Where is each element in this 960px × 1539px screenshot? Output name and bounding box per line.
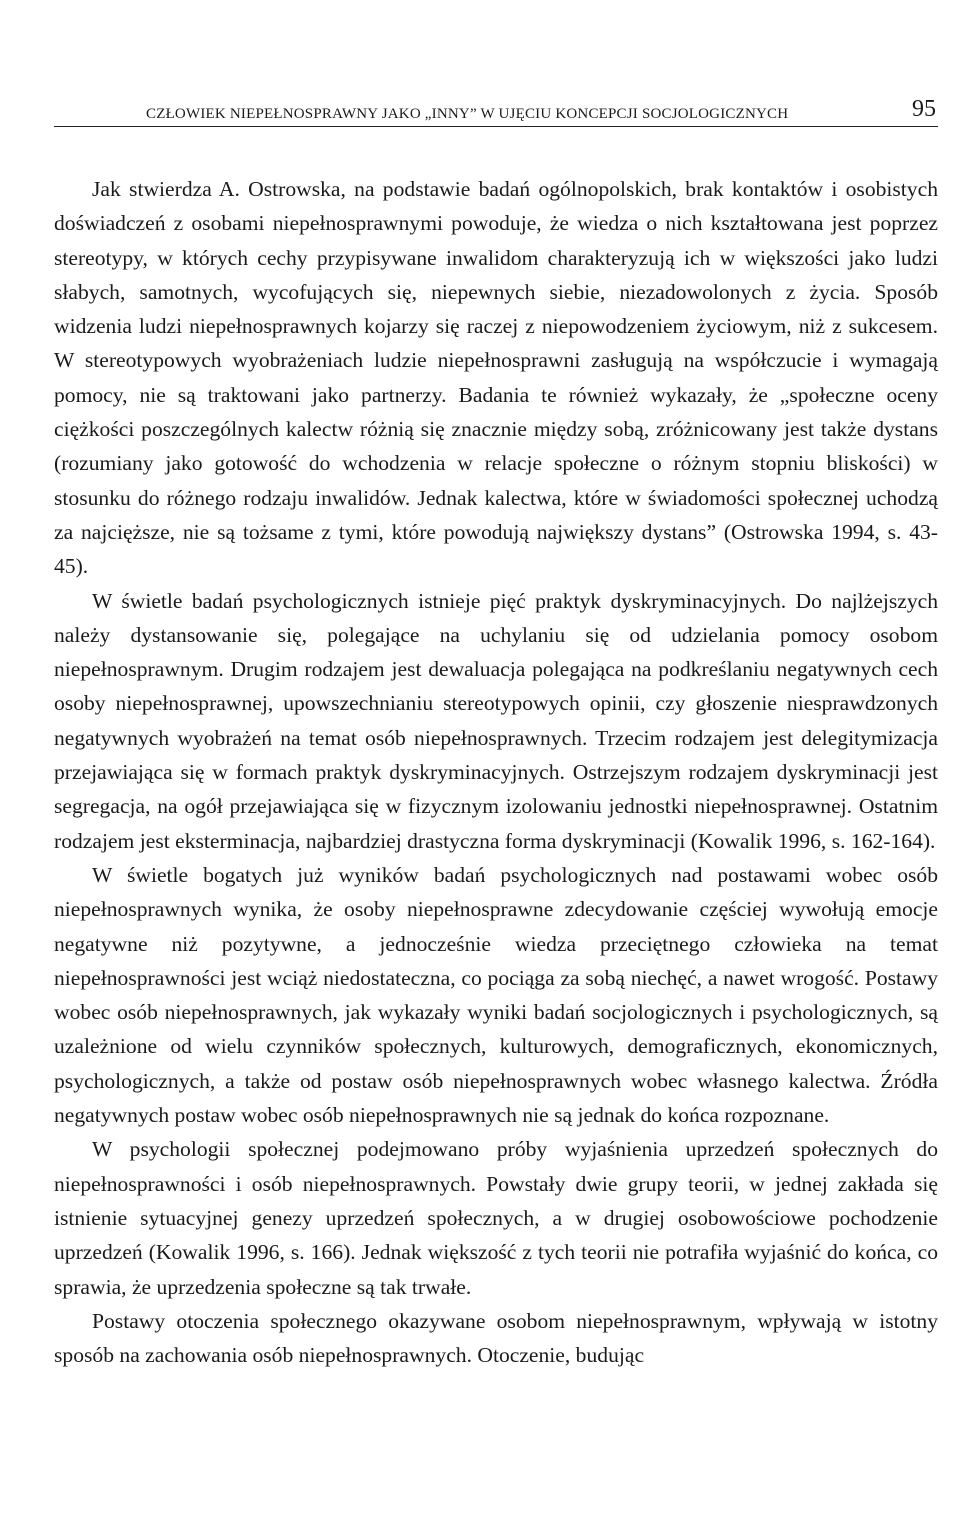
paragraph: Postawy otoczenia społecznego okazywane osobom niepełnosprawnym, wpływają w istotny sposób na zachowania osób niepełnosprawnych. Otoczenie, budując — [54, 1308, 938, 1368]
page-number: 95 — [912, 96, 936, 122]
running-header — [54, 96, 938, 127]
running-title: CZŁOWIEK NIEPEŁNOSPRAWNY JAKO „INNY” W UJĘCIU KONCEPCJI SOCJOLOGICZNYCH — [146, 106, 789, 122]
body-text — [54, 172, 938, 1372]
paragraph: Jak stwierdza A. Ostrowska, na podstawie badań ogólnopolskich, brak kontaktów i osobistych doświadczeń z osobami niepełnosprawnymi powoduje, że wiedza o nich kształtowana jest poprzez stereotypy, w których cechy przypisywane inwalidom charakteryzują ich w większości jako ludzi słabych, samotnych, wycofujących się, niepewnych siebie, niezadowolonych z życia. Sposób widzenia ludzi niepełnosprawnych kojarzy się raczej z niepowodzeniem życiowym, niż z sukcesem. W stereotypowych wyobrażeniach ludzie niepełnosprawni zasługują na współczucie i wymagają pomocy, nie są traktowani jako partnerzy. Badania te również wykazały, że „społeczne oceny ciężkości poszczególnych kalectw różnią się znacznie między sobą, zróżnicowany jest także dystans (rozumiany jako gotowość do wchodzenia w relacje społeczne o różnym stopniu bliskości) w stosunku do różnego rodzaju inwalidów. Jednak kalectwa, które w świadomości społecznej uchodzą za najcięższe, nie są tożsame z tymi, które powodują największy dystans” (Ostrowska 1994, s. 43-45). — [54, 177, 938, 579]
paragraph: W świetle bogatych już wyników badań psychologicznych nad postawami wobec osób niepełnosprawnych wynika, że osoby niepełnosprawne zdecydowanie częściej wywołują emocje negatywne niż pozytywne, a jednocześnie wiedza przeciętnego człowieka na temat niepełnosprawności jest wciąż niedostateczna, co pociąga za sobą niechęć, a nawet wrogość. Postawy wobec osób niepełnosprawnych, jak wykazały wyniki badań socjologicznych i psychologicznych, są uzależnione od wielu czynników społecznych, kulturowych, demograficznych, ekonomicznych, psychologicznych, a także od postaw osób niepełnosprawnych wobec własnego kalectwa. Źródła negatywnych postaw wobec osób niepełnosprawnych nie są jednak do końca rozpoznane. — [54, 862, 938, 1128]
paragraph: W psychologii społecznej podejmowano próby wyjaśnienia uprzedzeń społecznych do niepełnosprawności i osób niepełnosprawnych. Powstały dwie grupy teorii, w jednej zakłada się istnienie sytuacyjnej genezy uprzedzeń społecznych, a w drugiej osobowościowe pochodzenie uprzedzeń (Kowalik 1996, s. 166). Jednak większość z tych teorii nie potrafiła wyjaśnić do końca, co sprawia, że uprzedzenia społeczne są tak trwałe. — [54, 1137, 938, 1299]
paragraph: W świetle badań psychologicznych istnieje pięć praktyk dyskryminacyjnych. Do najlżejszych należy dystansowanie się, polegające na uchylaniu się od udzielania pomocy osobom niepełnosprawnym. Drugim rodzajem jest dewaluacja polegająca na podkreślaniu negatywnych cech osoby niepełnosprawnej, upowszechnianiu stereotypowych opinii, czy głoszenie niesprawdzonych negatywnych wyobrażeń na temat osób niepełnosprawnych. Trzecim rodzajem jest delegitymizacja przejawiająca się w formach praktyk dyskryminacyjnych. Ostrzejszym rodzajem dyskryminacji jest segregacja, na ogół przejawiająca się w fizycznym izolowaniu jednostki niepełnosprawnej. Ostatnim rodzajem jest eksterminacja, najbardziej drastyczna forma dyskryminacji (Kowalik 1996, s. 162-164). — [54, 588, 938, 853]
